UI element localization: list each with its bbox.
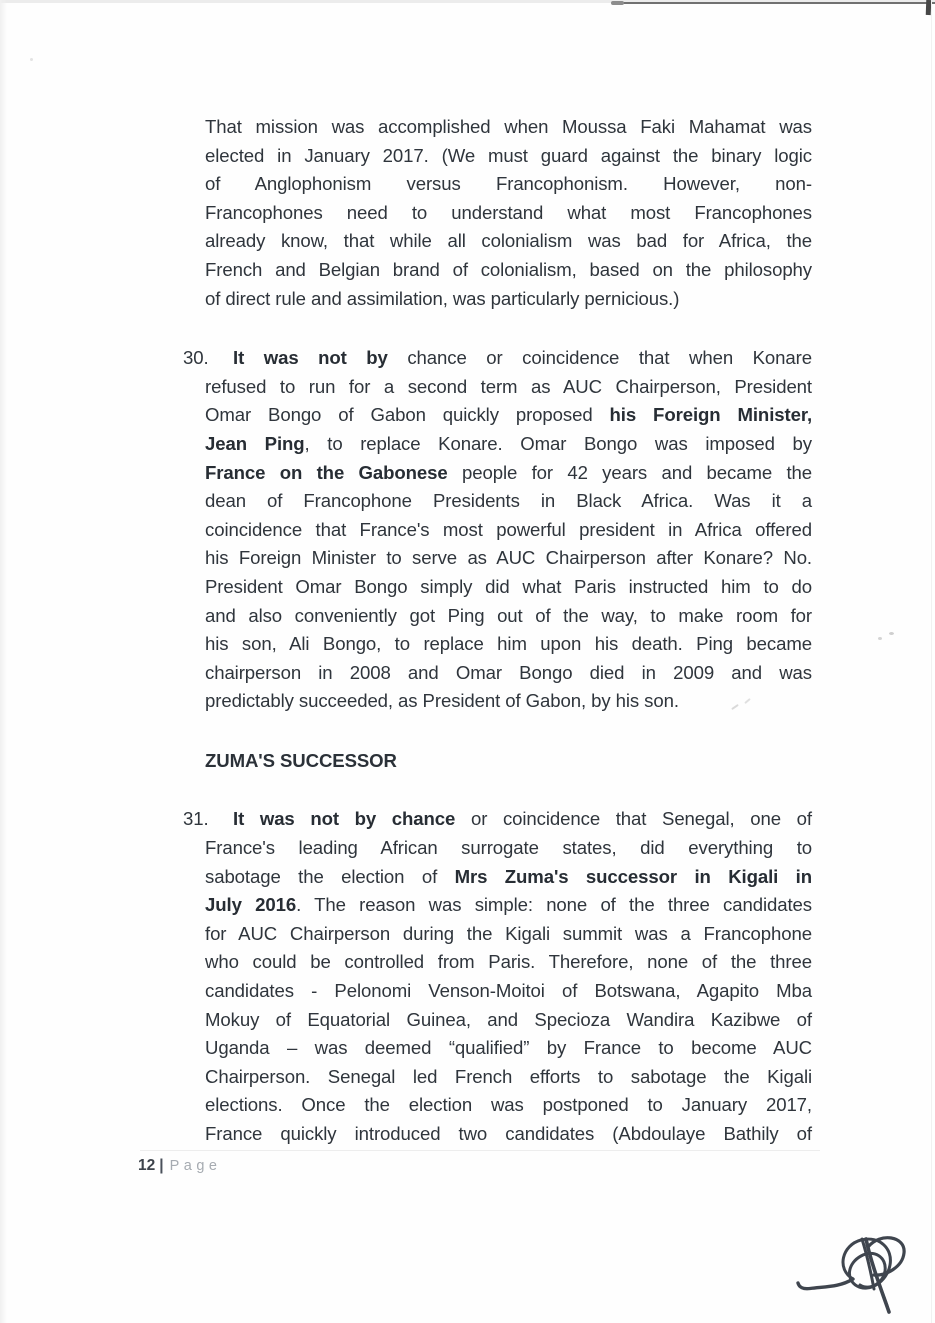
text-line: for AUC Chairperson during the Kigali summit was a Francophone	[205, 922, 812, 944]
page-number: 12	[138, 1157, 156, 1174]
section-heading: ZUMA'S SUCCESSOR	[205, 749, 397, 771]
text-line: It was not by chance or coincidence that when Konare	[233, 347, 812, 369]
text-line: his son, Ali Bongo, to replace him upon his death. Ping became	[205, 633, 812, 655]
text-line: France's leading African surrogate states, did everything to	[205, 837, 812, 859]
text-line: coincidence that France's most powerful president in Africa offered	[205, 518, 812, 540]
text-line: It was not by chance or coincidence that Senegal, one of	[233, 808, 812, 830]
scan-artifact	[611, 1, 624, 5]
text-line: Omar Bongo of Gabon quickly proposed his Foreign Minister,	[205, 404, 813, 426]
text-line: and also conveniently got Ping out of the way, to make room for	[205, 604, 812, 626]
text-line: elections. Once the election was postponed to January 2017,	[205, 1094, 812, 1116]
text-line: President Omar Bongo simply did what Paris instructed him to do	[205, 575, 812, 597]
text-line: France quickly introduced two candidates (Abdoulaye Bathily of	[205, 1123, 812, 1144]
paragraph-number: 30.	[183, 347, 209, 369]
scan-artifact	[617, 2, 935, 4]
footer-rule	[140, 1150, 820, 1151]
paragraph	[205, 113, 812, 313]
text-line: Chairperson. Senegal led French efforts to sabotage the Kigali	[205, 1065, 812, 1087]
numbered-paragraph	[183, 805, 812, 1148]
text-line: France on the Gabonese people for 42 years and became the	[205, 461, 812, 483]
text-line: That mission was accomplished when Moussa Faki Mahamat was	[205, 116, 812, 137]
text-line: his Foreign Minister to serve as AUC Chairperson after Konare? No.	[205, 547, 812, 569]
text-line: who could be controlled from Paris. Therefore, none of the three	[205, 951, 812, 973]
footer-separator: |	[159, 1157, 164, 1174]
text-line: Uganda – was deemed “qualified” by France to become AUC	[205, 1037, 812, 1059]
text-line: of direct rule and assimilation, was particularly pernicious.)	[205, 287, 680, 309]
signature-scribble-icon	[790, 1225, 935, 1323]
text-line: sabotage the election of Mrs Zuma's successor in Kigali in	[205, 865, 812, 887]
text-line: of Anglophonism versus Francophonism. However, non-	[205, 173, 812, 195]
text-line: refused to run for a second term as AUC Chairperson, President	[205, 375, 812, 397]
footer-page-label: Page	[169, 1158, 222, 1174]
text-line: Francophones need to understand what most Francophones	[205, 201, 812, 223]
text-line: French and Belgian brand of colonialism, based on the philosophy	[205, 258, 812, 280]
text-line: dean of Francophone Presidents in Black Africa. Was it a	[205, 490, 812, 512]
text-line: already know, that while all colonialism was bad for Africa, the	[205, 230, 812, 252]
scan-artifact	[30, 58, 33, 61]
text-line: elected in January 2017. (We must guard against the binary logic	[205, 144, 812, 166]
text-line: chairperson in 2008 and Omar Bongo died in 2009 and was	[205, 661, 812, 683]
text-line: Jean Ping, to replace Konare. Omar Bongo was imposed by	[205, 432, 812, 454]
text-line: candidates - Pelonomi Venson-Moitoi of Botswana, Agapito Mba	[205, 980, 812, 1002]
page-footer	[138, 1157, 221, 1175]
text-line: predictably succeeded, as President of Gabon, by his son.	[205, 690, 679, 712]
paragraph-number: 31.	[183, 808, 209, 830]
numbered-paragraph	[183, 344, 813, 716]
text-line: Mokuy of Equatorial Guinea, and Specioza Wandira Kazibwe of	[205, 1008, 812, 1030]
text-line: July 2016. The reason was simple: none of the three candidates	[205, 894, 812, 916]
document-body	[0, 113, 935, 1180]
